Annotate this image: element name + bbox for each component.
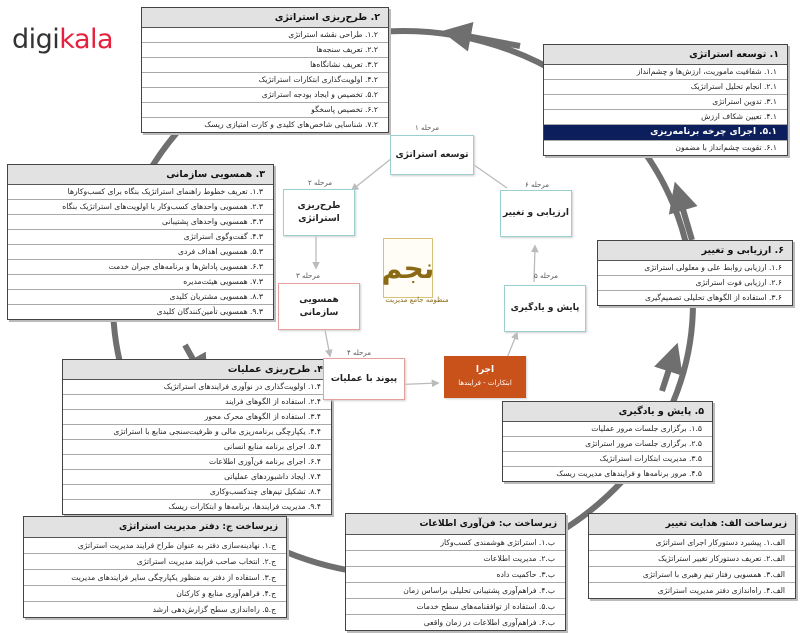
infra-item: الف.۴. راه‌اندازی دفتر مدیریت استراتژی	[657, 586, 785, 595]
box-item: ۶.۴. اجرای برنامه فن‌آوری اطلاعات	[63, 455, 331, 470]
box-item: ۴.۵. مرور برنامه‌ها و فرایندهای مدیریت ریسک	[556, 469, 702, 478]
emblem-caption: منظومه جامع مدیریت	[385, 296, 449, 304]
box-strategy-planning	[141, 7, 389, 133]
box-item: ۱.۱. شفافیت ماموریت، ارزش‌ها و چشم‌انداز	[544, 65, 787, 80]
box-item: ۲.۶. ارزیابی فوت استراتژی	[598, 276, 792, 291]
infra-item: ب.۱. استراتژی هوشمندی کسب‌وکار	[346, 535, 565, 551]
box-item: ۸.۳. همسویی مشتریان کلیدی	[8, 290, 273, 305]
stage-4-link-operations	[323, 358, 405, 400]
box-item-highlighted: ۵.۱. اجرای چرخه برنامه‌ریزی	[544, 125, 787, 141]
stage-6-evaluate-change	[500, 190, 572, 237]
box-item: ۷.۲. شناسایی شاخص‌های کلیدی و کارت امتیازی ریسک	[204, 120, 378, 129]
box-item: ۹.۴. مدیریت فرایندها، برنامه‌ها و ابتکارات ریسک	[168, 502, 321, 511]
infra-item: ب.۳. حاکمیت داده	[346, 567, 565, 583]
box-title: ۶. ارزیابی و تغییر	[598, 241, 792, 261]
infra-information-technology	[345, 513, 566, 631]
box-item: ۴.۴. یکپارچگی برنامه‌ریزی مالی و ظرفیت‌سنجی منابع با استراتژی	[63, 425, 331, 440]
infra-item: الف.۱. پیشبرد دستورکار اجرای استراتژی	[589, 535, 795, 551]
stage-1-name: توسعه استراتژی	[395, 149, 469, 160]
box-item: ۱.۵. برگزاری جلسات مرور عملیات	[503, 422, 712, 437]
box-item: ۴.۱. تعیین شکاف ارزش	[544, 110, 787, 125]
box-item: ۷.۳. همسویی هیئت‌مدیره	[8, 275, 273, 290]
stage-1-develop-strategy	[390, 135, 474, 175]
box-title: ۵. پایش و یادگیری	[503, 402, 712, 422]
box-item: ۵.۳. همسویی اهداف فردی	[8, 245, 273, 260]
stage-5-name: پایش و یادگیری	[510, 303, 580, 313]
box-item: ۳.۳. همسویی واحدهای پشتیبانی	[8, 215, 273, 230]
box-operations-planning	[62, 359, 332, 515]
box-item: ۴.۲. اولویت‌گذاری ابتکارات استراتژیک	[142, 73, 388, 88]
box-item: ۷.۴. ایجاد داشبوردهای عملیاتی	[63, 470, 331, 485]
stage-3-align-organization	[278, 283, 360, 330]
box-item: ۱.۳. تعریف خطوط راهنمای استراتژیک بنگاه برای کسب‌وکارها	[8, 185, 273, 200]
box-item: ۵.۲. تخصیص و ایجاد بودجه استراتژی	[142, 88, 388, 103]
stage-5-monitor-learn	[504, 285, 586, 332]
box-item: ۳.۵. مدیریت ابتکارات استراتژیک	[503, 452, 712, 467]
box-item: ۳.۶. استفاده از الگوهای تحلیلی تصمیم‌گیری	[644, 293, 782, 302]
box-item: ۹.۳. همسویی تأمین‌کنندگان کلیدی	[156, 307, 263, 316]
digikala-logo: digikala	[12, 24, 114, 55]
stage-2-name: طرح‌ریزی استراتژی	[297, 200, 341, 224]
stage-6-label: مرحله ۶	[525, 181, 549, 189]
stage-4-name: پیوند با عملیات	[330, 373, 398, 384]
box-organizational-alignment	[7, 164, 274, 320]
box-item: ۶.۱. تقویت چشم‌انداز با مضمون	[675, 143, 777, 152]
box-item: ۳.۴. استفاده از الگوهای محرک محور	[63, 410, 331, 425]
stage-6-name: ارزیابی و تغییر	[503, 208, 569, 218]
box-item: ۲.۵. برگزاری جلسات مرور استراتژی	[503, 437, 712, 452]
stage-5-label: مرحله ۵	[534, 272, 558, 280]
infra-title: زیرساخت ج: دفتر مدیریت استراتژی	[24, 517, 286, 538]
box-item: ۱.۲. طراحی نقشه استراتژی	[142, 28, 388, 43]
box-item: ۶.۲. تخصیص پاسخگو	[142, 103, 388, 118]
infra-item: ب.۲. مدیریت اطلاعات	[346, 551, 565, 567]
box-title: ۲. طرح‌ریزی استراتژی	[142, 8, 388, 28]
infra-item: الف.۲. تعریف دستورکار تغییر استراتژیک	[589, 551, 795, 567]
box-title: ۴. طرح‌ریزی عملیات	[63, 360, 331, 380]
box-evaluation-change	[597, 240, 793, 306]
box-item: ۲.۱. انجام تحلیل استراتژیک	[544, 80, 787, 95]
infra-item: ج.۲. انتخاب صاحب فرایند مدیریت استراتژی	[24, 554, 286, 570]
box-item: ۶.۳. همسویی پاداش‌ها و برنامه‌های جبران خدمت	[8, 260, 273, 275]
emblem-mark: نجم	[381, 251, 435, 285]
box-item: ۲.۲. تعریف سنجه‌ها	[142, 43, 388, 58]
stage-execution	[444, 356, 526, 398]
box-item: ۸.۴. تشکیل تیم‌های چندکسب‌وکاری	[63, 485, 331, 500]
stage-4-label: مرحله ۴	[347, 349, 371, 357]
stage-3-label: مرحله ۳	[296, 272, 320, 280]
infra-item: الف.۳. همسویی رفتار تیم رهبری با استراتژی	[589, 567, 795, 583]
box-title: ۳. همسویی سازمانی	[8, 165, 273, 185]
execution-title: اجرا	[475, 365, 495, 375]
box-item: ۵.۴. اجرای برنامه منابع انسانی	[63, 440, 331, 455]
box-item: ۲.۴. استفاده از الگوهای فرایند	[63, 395, 331, 410]
stage-1-label: مرحله ۱	[415, 124, 439, 132]
infra-title: زیرساخت ب: فن‌آوری اطلاعات	[346, 514, 565, 535]
stage-2-label: مرحله ۲	[308, 179, 332, 187]
stage-2-plan-strategy	[283, 189, 355, 236]
infra-item: ب.۵. استفاده از توافقنامه‌های سطح خدمات	[346, 599, 565, 615]
infra-strategy-office	[23, 516, 287, 618]
najm-emblem	[383, 238, 433, 298]
infra-item: ج.۴. فراهم‌آوری منابع و کارکنان	[24, 586, 286, 602]
infra-item: ب.۴. فراهم‌آوری پشتیبانی تحلیلی براساس زمان	[346, 583, 565, 599]
box-title: ۱. توسعه استراتژی	[544, 45, 787, 65]
box-item: ۱.۶. ارزیابی روابط علی و معلولی استراتژی	[598, 261, 792, 276]
box-item: ۴.۳. گفت‌وگوی استراتژی	[8, 230, 273, 245]
infra-item: ج.۳. استفاده از دفتر به منظور یکپارچگی سایر فرایندهای مدیریت	[24, 570, 286, 586]
box-strategy-development	[543, 44, 788, 156]
box-item: ۳.۲. تعریف نشانگاه‌ها	[142, 58, 388, 73]
box-item: ۱.۴. اولویت‌گذاری در نوآوری فرایندهای استراتژیک	[63, 380, 331, 395]
box-monitoring-learning	[502, 401, 713, 482]
box-item: ۳.۱. تدوین استراتژی	[544, 95, 787, 110]
stage-3-name: همسویی سازمانی	[299, 294, 339, 318]
execution-subtitle: ابتکارات - فرایندها	[458, 379, 512, 387]
infra-change-leadership	[588, 513, 796, 599]
infra-item: ج.۱. نهادینه‌سازی دفتر به عنوان طراح فرایند مدیریت استراتژی	[24, 538, 286, 554]
infra-title: زیرساخت الف: هدایت تغییر	[589, 514, 795, 535]
infra-item: ج.۵. راه‌اندازی سطح گزارش‌دهی ارشد	[152, 605, 276, 614]
infra-item: ب.۶. فراهم‌آوری اطلاعات در زمان واقعی	[423, 618, 555, 627]
box-item: ۲.۳. همسویی واحدهای کسب‌وکار با اولویت‌های استراتژیک بنگاه	[8, 200, 273, 215]
